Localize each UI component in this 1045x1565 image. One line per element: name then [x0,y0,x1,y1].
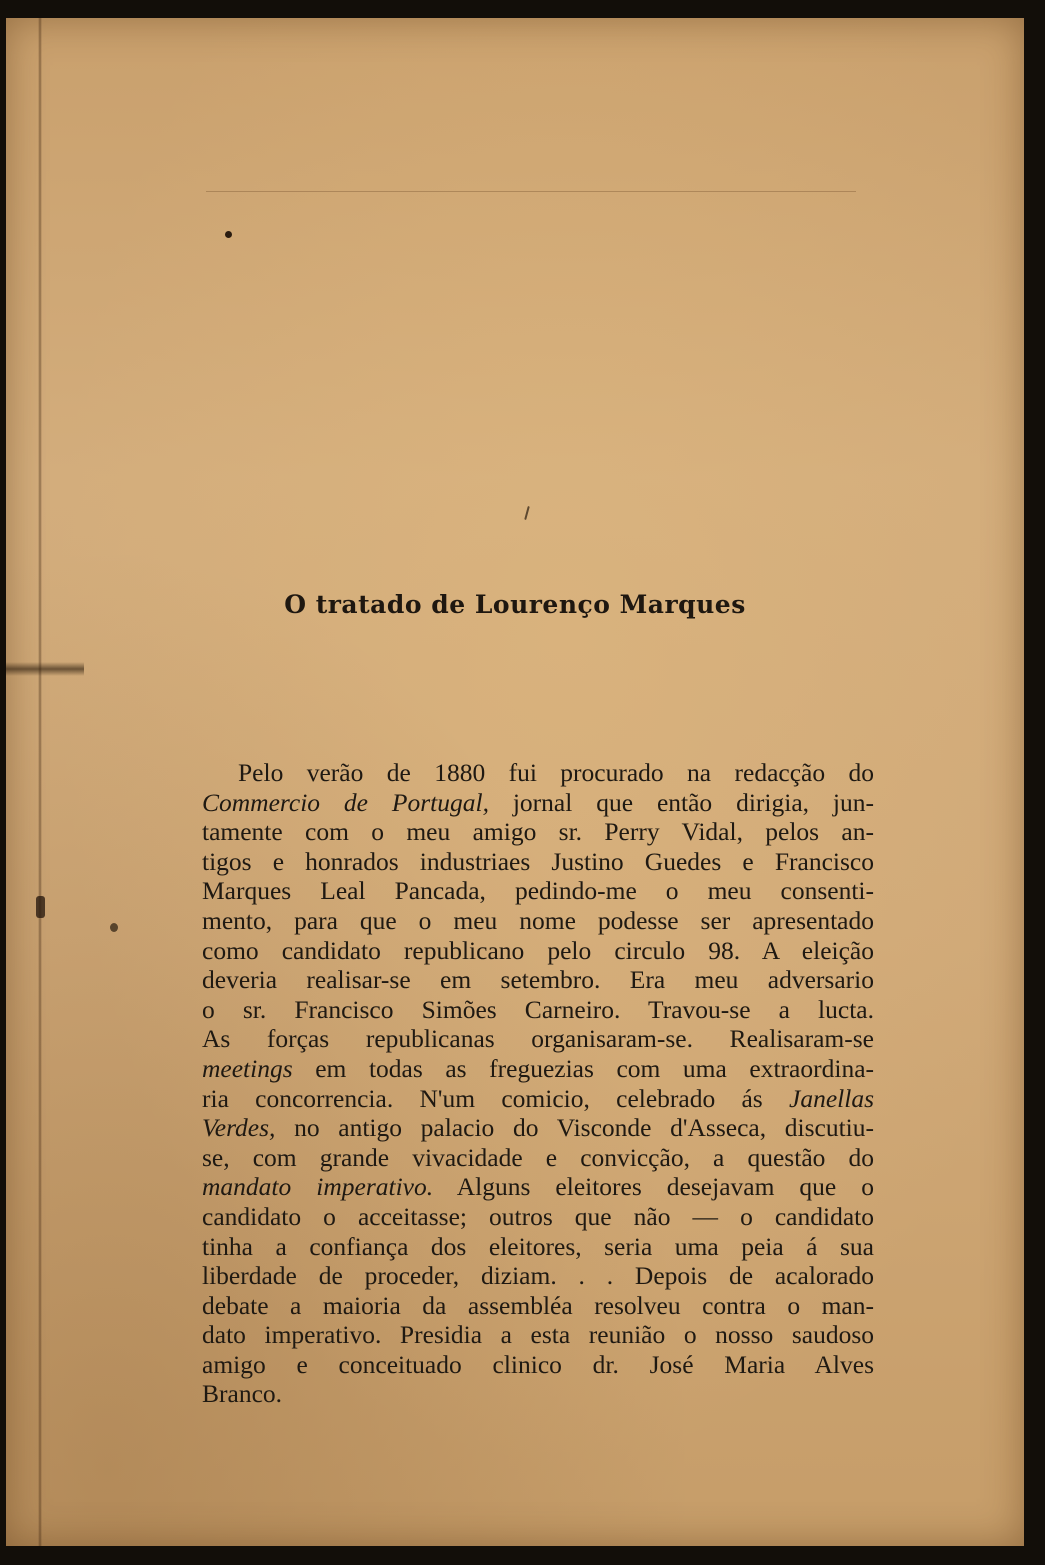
text-run: debate a maioria da assembléa resolveu contra o man- [202,1290,874,1320]
text-line [202,1054,874,1084]
text-run: candidato o acceitasse; outros que não — o candidato [202,1201,874,1231]
spine-crease [38,18,42,1546]
ink-speck [110,923,118,932]
ink-speck [36,896,45,918]
paper-page [6,18,1024,1546]
text-line [202,1291,874,1321]
text-line [202,788,874,818]
text-line [202,1350,874,1380]
text-run: o sr. Francisco Simões Carneiro. Travou-se a lucta. [202,994,874,1024]
text-line [202,1320,874,1350]
text-run: As forças republicanas organisaram-se. Realisaram-se [202,1024,874,1054]
text-line [202,847,874,877]
text-line [202,906,874,936]
body-paragraph [202,758,874,1409]
text-run: amigo e conceituado clinico dr. José Maria Alves [202,1349,874,1379]
text-line [202,936,874,966]
text-run: tinha a confiança dos eleitores, seria uma peia á sua [202,1231,874,1261]
text-line [202,1172,874,1202]
binding-mark [6,662,84,676]
italic-phrase: mandato imperativo. [202,1172,434,1202]
text-run: deveria realisar-se em setembro. Era meu adversario [202,965,874,995]
faint-rule [206,191,856,192]
text-line [202,1084,874,1114]
text-line [202,1379,874,1409]
italic-phrase: Verdes, [202,1113,276,1143]
text-run: como candidato republicano pelo circulo 98. A eleição [202,935,874,965]
text-run: Marques Leal Pancada, pedindo-me o meu consenti- [202,876,874,906]
italic-phrase: Commercio de Portugal, [202,787,489,817]
text-line [202,1261,874,1291]
italic-phrase: meetings [202,1053,293,1083]
italic-phrase: Janellas [789,1083,874,1113]
text-line [202,876,874,906]
text-line [202,1232,874,1262]
ink-speck [524,506,530,520]
chapter-title: O tratado de Lourenço Marques [284,590,746,619]
text-run: liberdade de proceder, diziam. . . Depois de acalorado [202,1261,874,1291]
text-run: dato imperativo. Presidia a esta reunião o nosso saudoso [202,1320,874,1350]
text-line [202,965,874,995]
ink-speck [225,231,232,238]
text-line [202,1113,874,1143]
text-run: no antigo palacio do Visconde d'Asseca, discutiu- [275,1113,874,1143]
text-run: ria concorrencia. N'um comicio, celebrado ás [202,1083,790,1113]
text-line [202,817,874,847]
text-run: se, com grande vivacidade e convicção, a questão do [202,1142,874,1172]
text-run: Alguns eleitores desejavam que o [433,1172,875,1202]
text-run: mento, para que o meu nome podesse ser apresentado [202,905,874,935]
text-run: tigos e honrados industriaes Justino Guedes e Francisco [202,846,874,876]
text-run: Pelo verão de 1880 fui procurado na redacção do [238,758,874,787]
text-run: tamente com o meu amigo sr. Perry Vidal, pelos an- [202,817,874,847]
text-run: em todas as freguezias com uma extraordina- [292,1053,874,1083]
text-run: Branco. [202,1379,283,1409]
text-line [202,995,874,1025]
text-line [202,1143,874,1173]
text-run: jornal que então dirigia, jun- [488,787,874,817]
text-line [202,1202,874,1232]
text-line [202,1024,874,1054]
text-line [202,758,874,788]
